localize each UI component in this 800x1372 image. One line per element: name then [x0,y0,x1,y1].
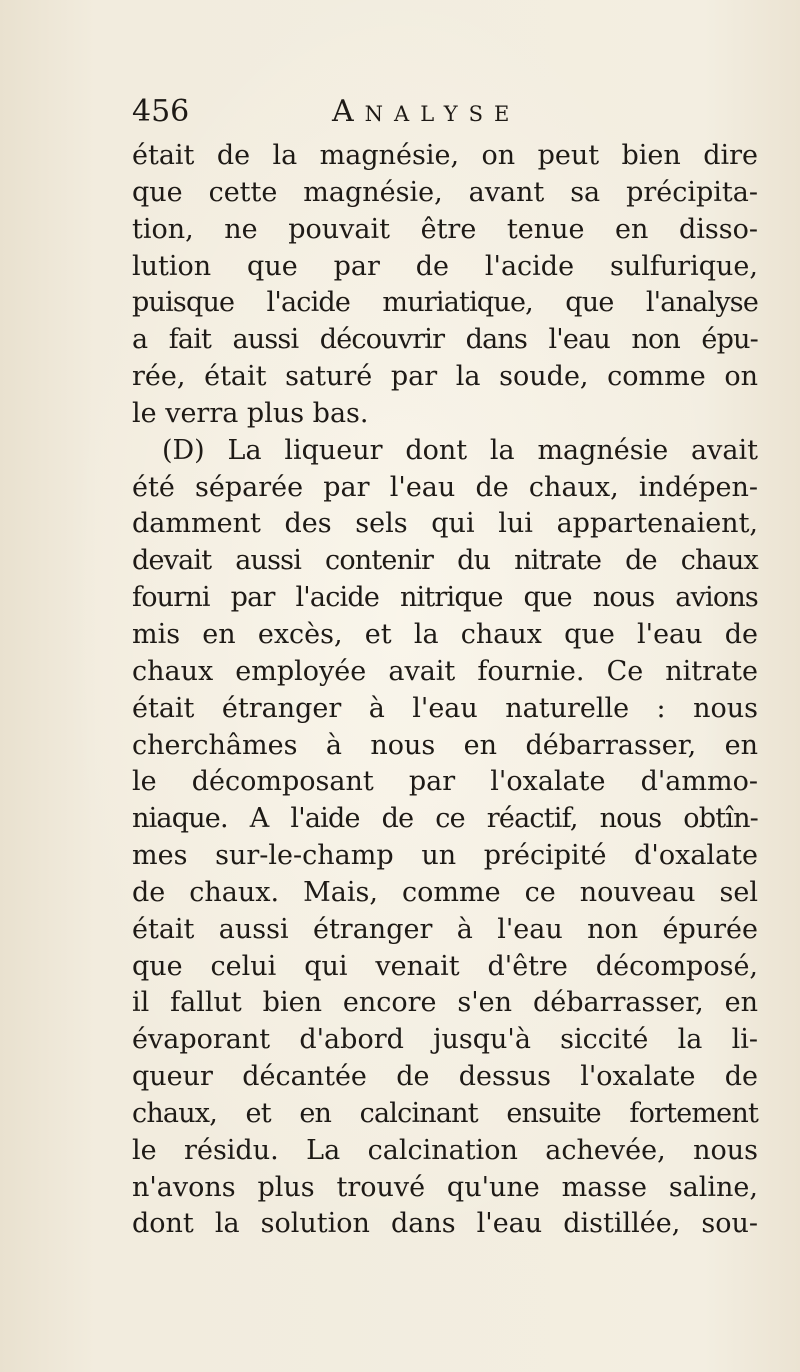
running-head: Analyse [332,94,521,129]
text-line: le résidu. La calcination achevée, nous [132,1134,758,1166]
text-line: il fallut bien encore s'en débarrasser, en [132,987,758,1019]
page-header [132,92,772,132]
text-line: cherchâmes à nous en débarrasser, en [132,729,758,761]
text-line: était étranger à l'eau naturelle : nous [132,692,758,724]
text-line: de chaux. Mais, comme ce nouveau sel [132,876,758,908]
text-line: le décomposant par l'oxalate d'ammo- [132,766,758,798]
text-line: dont la solution dans l'eau distillée, sou- [132,1208,758,1240]
text-line: le verra plus bas. [132,397,369,429]
text-line: puisque l'acide muriatique, que l'analyse [132,287,758,319]
text-line: lution que par de l'acide sulfurique, [132,250,758,282]
text-line: était de la magnésie, on peut bien dire [132,140,758,171]
text-line: était aussi étranger à l'eau non épurée [132,913,758,945]
text-line: fourni par l'acide nitrique que nous avions [132,582,758,614]
text-line: (D) La liqueur dont la magnésie avait [162,434,758,466]
body-text [132,138,758,1243]
text-line: a fait aussi découvrir dans l'eau non épu- [132,324,758,356]
text-line: niaque. A l'aide de ce réactif, nous obtîn- [132,803,758,835]
text-line: devait aussi contenir du nitrate de chaux [132,545,758,577]
text-line: n'avons plus trouvé qu'une masse saline, [132,1171,758,1203]
text-line: que cette magnésie, avant sa précipita- [132,176,758,208]
text-line: queur décantée de dessus l'oxalate de [132,1061,758,1093]
page-number: 456 [132,94,190,129]
text-line: mis en excès, et la chaux que l'eau de [132,618,758,650]
text-line: été séparée par l'eau de chaux, indépen- [132,471,758,503]
text-line: mes sur-le-champ un précipité d'oxalate [132,840,758,872]
text-line: rée, était saturé par la soude, comme on [132,361,758,393]
text-line: chaux employée avait fournie. Ce nitrate [132,655,758,687]
text-line: que celui qui venait d'être décomposé, [132,950,758,982]
text-line: tion, ne pouvait être tenue en disso- [132,213,758,245]
text-line: chaux, et en calcinant ensuite fortement [132,1097,758,1129]
text-line: évaporant d'abord jusqu'à siccité la li- [132,1024,758,1056]
text-line: damment des sels qui lui appartenaient, [132,508,758,540]
